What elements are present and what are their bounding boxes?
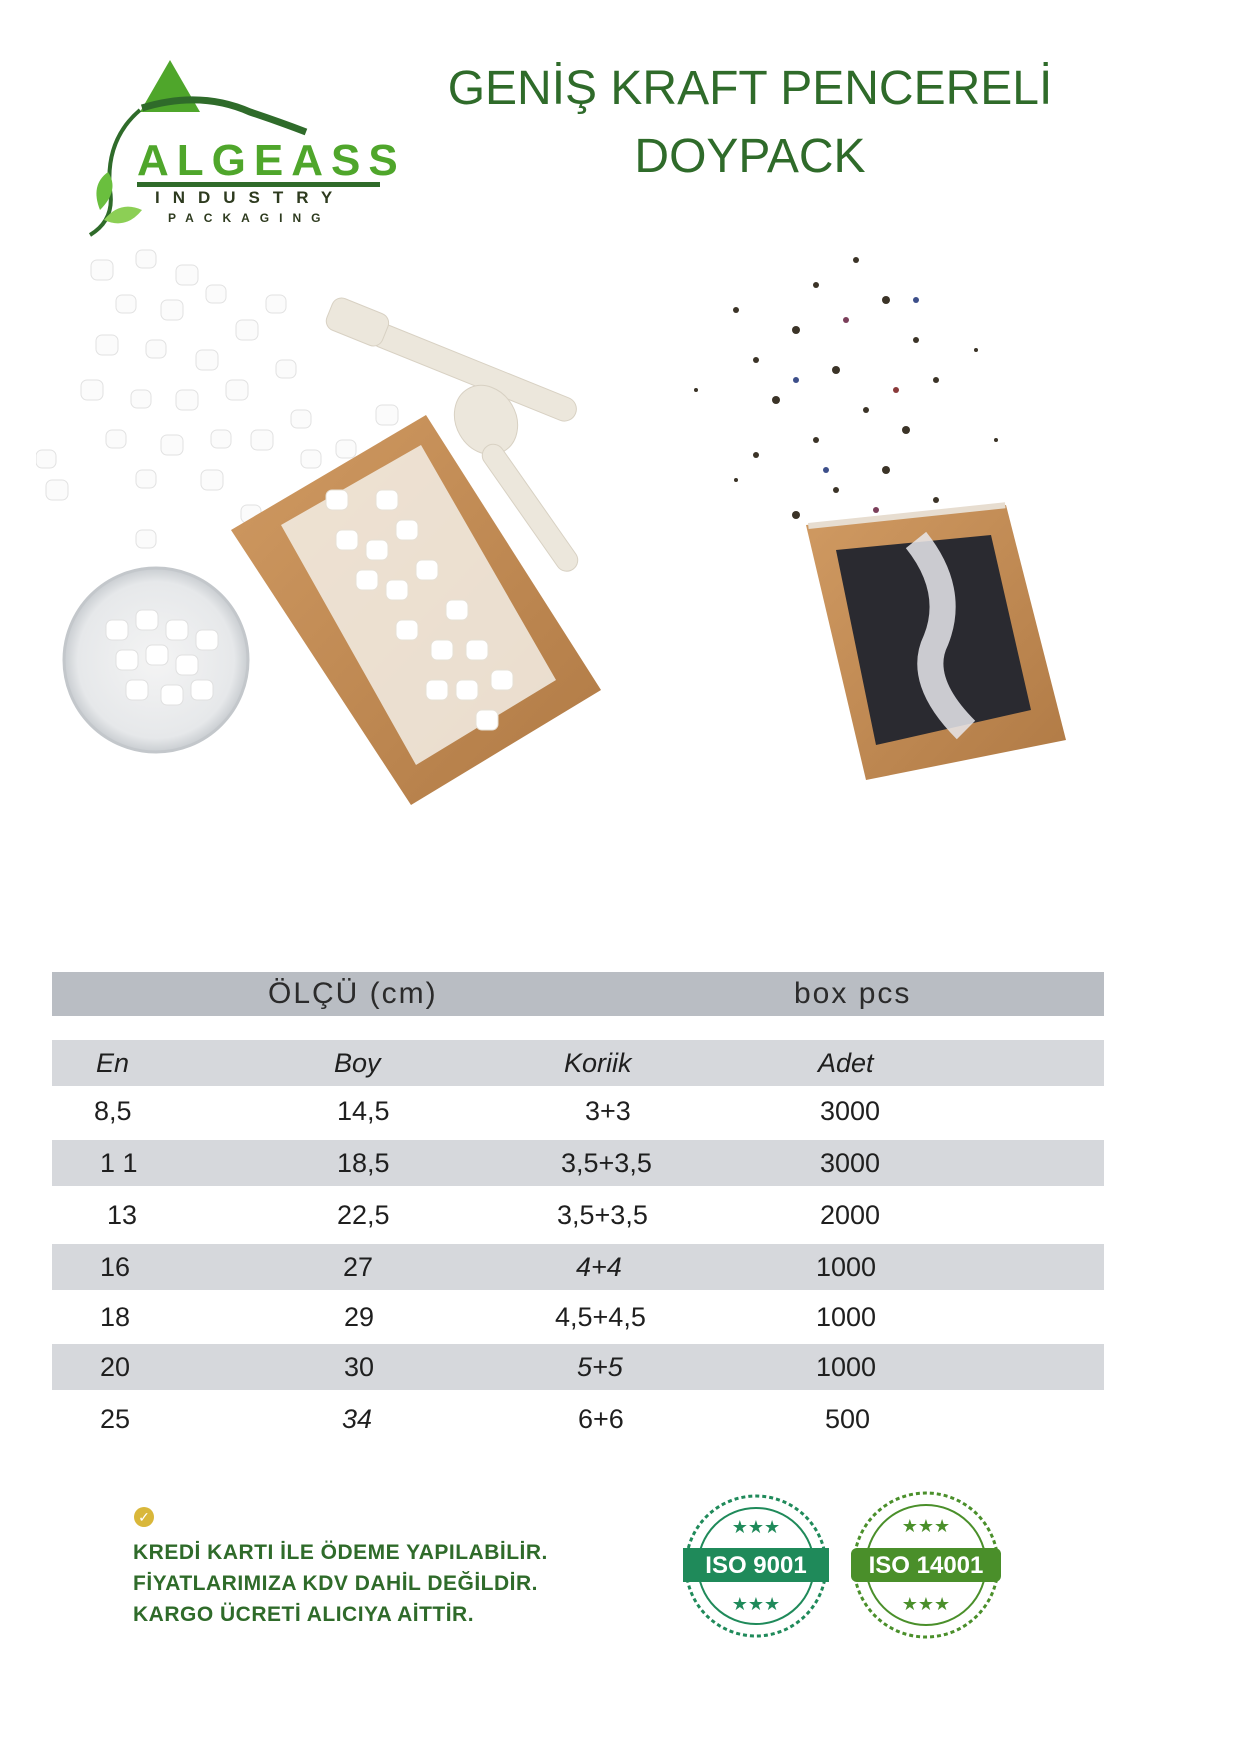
table-row [52,1294,1104,1340]
title-line-1: GENİŞ KRAFT PENCERELİ [447,62,1053,115]
cell-en: 25 [100,1404,131,1434]
cell-en: 13 [107,1200,138,1230]
column-header-boy: Boy [334,1048,381,1078]
header-size: ÖLÇÜ (cm) [268,977,438,1010]
cell-koriik: 3,5+3,5 [557,1200,648,1230]
table-row [52,1244,1104,1290]
check-icon: ✓ [134,1507,154,1527]
cell-en: 16 [100,1252,131,1282]
cell-adet: 500 [825,1404,871,1434]
glass-bowl [64,568,248,752]
iso-9001-bottom-stars: ★★★ [731,1594,781,1615]
column-header-adet: Adet [818,1048,874,1078]
cell-adet: 3000 [820,1148,881,1178]
cell-adet: 2000 [820,1200,881,1230]
cell-adet: 3000 [820,1096,881,1126]
cell-en: 18 [100,1302,131,1332]
note-vat: FİYATLARIMIZA KDV DAHİL DEĞİLDİR. [133,1572,538,1595]
table-row [52,1140,1104,1186]
cell-koriik: 4+4 [576,1252,622,1282]
iso-9001-label: ISO 9001 [705,1552,807,1579]
kraft-pouch-tea [806,502,1066,780]
iso-9001-top-stars: ★★★ [731,1517,781,1538]
table-row [52,1344,1104,1390]
table-row [52,1192,1104,1238]
note-payment: KREDİ KARTI İLE ÖDEME YAPILABİLİR. [133,1541,548,1564]
table-row [52,1088,1104,1134]
cell-boy: 27 [343,1252,374,1282]
header-box-pcs: box pcs [794,977,912,1010]
iso-14001-badge-icon [851,1490,1001,1640]
iso-14001-label: ISO 14001 [868,1552,984,1579]
iso-14001-top-stars: ★★★ [901,1516,951,1537]
cell-boy: 22,5 [337,1200,390,1230]
brand-logo [80,60,406,240]
cell-en: 20 [100,1352,131,1382]
note-shipping: KARGO ÜCRETİ ALICIYA AİTTİR. [133,1603,475,1626]
wooden-fork [323,295,580,425]
brand-line-packaging: PACKAGING [168,211,331,225]
brand-line-industry: INDUSTRY [155,188,346,207]
cell-koriik: 3+3 [585,1096,631,1126]
cell-adet: 1000 [816,1252,877,1282]
cell-boy: 30 [344,1352,375,1382]
iso-9001-badge-icon [683,1493,829,1639]
cell-koriik: 6+6 [578,1404,624,1434]
cell-en: 8,5 [94,1096,132,1126]
table-column-header-row [52,1040,1104,1086]
table-group-header-band [52,972,1104,1016]
title-line-2: DOYPACK [634,130,866,183]
cell-boy: 14,5 [337,1096,390,1126]
column-header-koriik: Koriik [564,1048,632,1078]
cell-koriik: 3,5+3,5 [561,1148,652,1178]
cell-koriik: 4,5+4,5 [555,1302,646,1332]
kraft-pouch-marshmallows [231,415,601,805]
cell-adet: 1000 [816,1352,877,1382]
cell-boy: 18,5 [337,1148,390,1178]
cell-boy: 29 [344,1302,375,1332]
cell-koriik: 5+5 [577,1352,623,1382]
table-row [52,1396,1104,1442]
brand-name: ALGEASS [137,136,406,185]
iso-14001-bottom-stars: ★★★ [901,1594,951,1615]
product-photo [36,240,1106,880]
cell-boy: 34 [342,1404,373,1434]
cell-en: 1 1 [100,1148,138,1178]
column-header-en: En [96,1048,130,1078]
cell-adet: 1000 [816,1302,877,1332]
page-title [420,55,1080,191]
